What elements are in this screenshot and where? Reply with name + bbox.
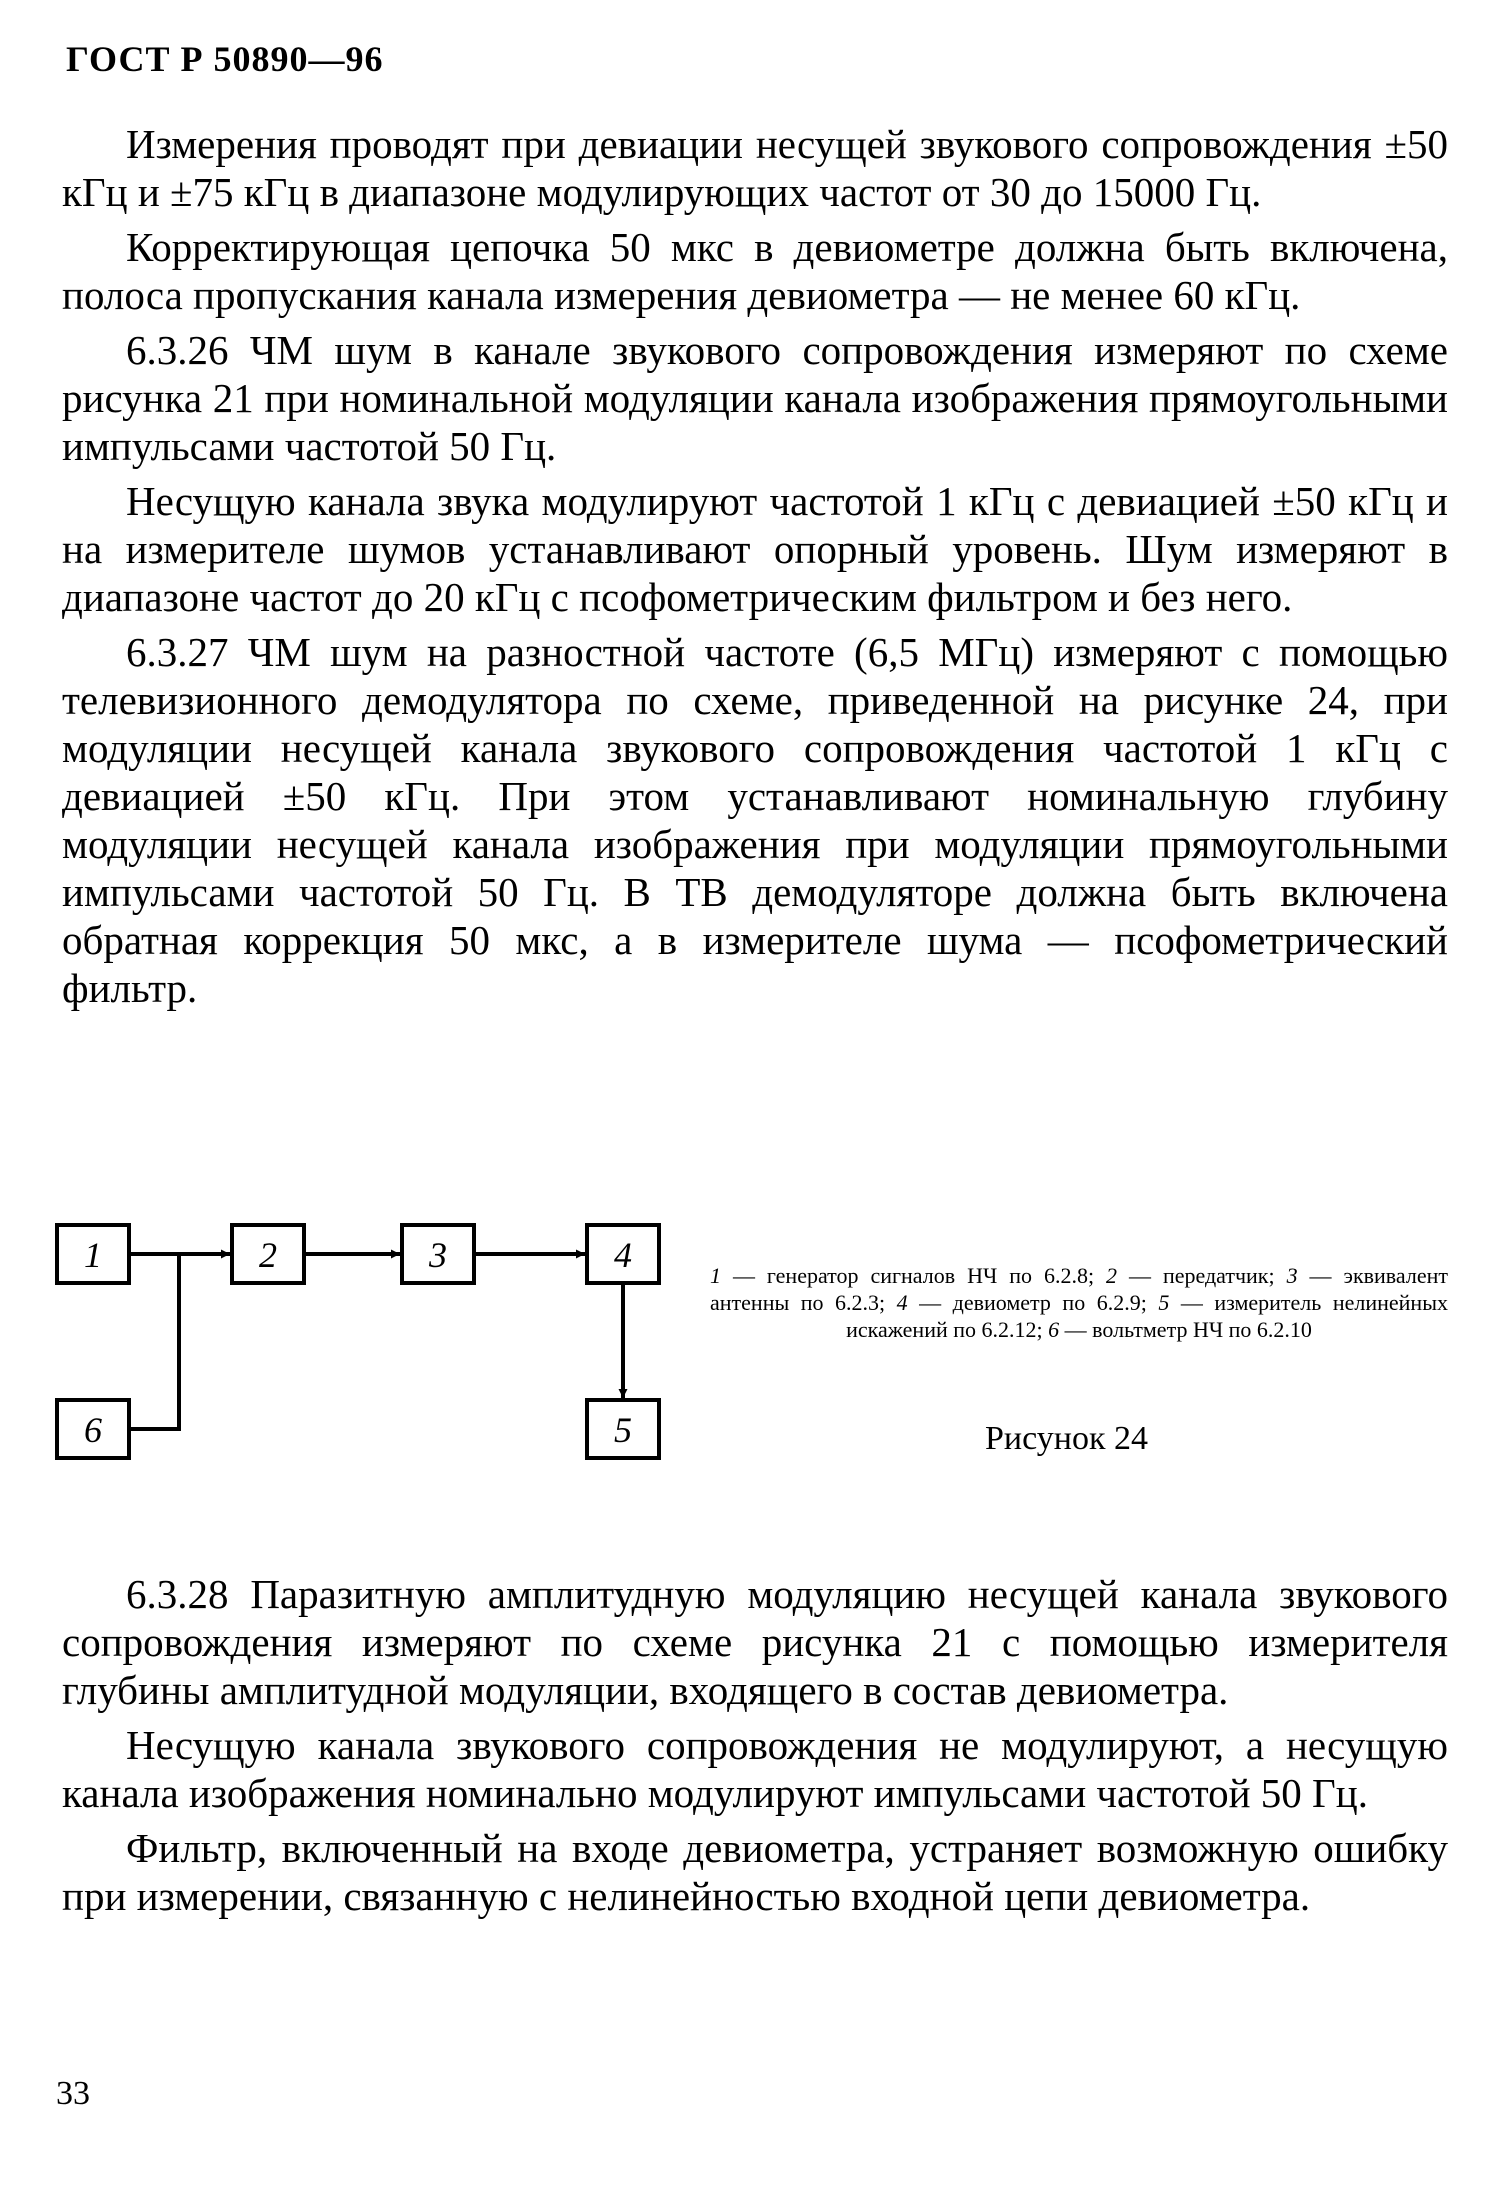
box-label: 6 xyxy=(84,1410,102,1450)
legend-text: — измеритель нелинейных искажений по 6.2.12; xyxy=(846,1290,1448,1342)
legend-number: 1 xyxy=(710,1263,721,1288)
document-header: ГОСТ Р 50890—96 xyxy=(66,39,384,79)
box-label: 4 xyxy=(614,1235,632,1275)
box-label: 1 xyxy=(84,1235,102,1275)
diagram-box-6 xyxy=(57,1400,129,1458)
legend-text: — девиометр по 6.2.9; xyxy=(907,1290,1159,1315)
legend-number: 4 xyxy=(896,1290,908,1315)
paragraph: 6.3.28 Паразитную амплитудную модуляцию несущей канала звукового сопровождения измеряют по схеме рисунка 21 с помощью измерителя глубины амплитудной модуляции, входящего в состав девиометра. xyxy=(62,1571,1448,1713)
connector-6-to-line xyxy=(129,1254,179,1429)
paragraph: Корректирующая цепочка 50 мкс в девиометре должна быть включена, полоса пропускания канала измерения девиометра — не менее 60 кГц. xyxy=(62,224,1448,318)
legend-text: — эквивалент антенны по 6.2.3; xyxy=(710,1263,1448,1315)
diagram-box-1 xyxy=(57,1225,129,1283)
paragraph: Фильтр, включенный на входе девиометра, устраняет возможную ошибку при измерении, связанную с нелинейностью входной цепи девиометра. xyxy=(62,1825,1448,1919)
legend-number: 6 xyxy=(1048,1317,1060,1342)
block-diagram xyxy=(55,1223,675,1483)
diagram-box-5 xyxy=(587,1400,659,1458)
legend-number: 2 xyxy=(1106,1263,1118,1288)
paragraph: 6.3.27 ЧМ шум на разностной частоте (6,5 МГц) измеряют с помощью телевизионного демодулятора по схеме, приведенной на рисунке 24, при модуляции несущей канала звукового сопровождения частотой 1 кГц с девиацией ±50 кГц. При этом устанавливают номинальную глубину модуляции несущей канала изображения при модуляции прямоугольными импульсами частотой 50 Гц. В ТВ демодуляторе должна быть включена обратная коррекция 50 мкс, а в измерителе шума — псофометрический фильтр. xyxy=(62,629,1448,1011)
legend-text: — генератор сигналов НЧ по 6.2.8; xyxy=(721,1263,1107,1288)
legend-text: — передатчик; xyxy=(1117,1263,1287,1288)
box-label: 3 xyxy=(429,1235,447,1275)
diagram-box-3 xyxy=(402,1225,474,1283)
paragraph: 6.3.26 ЧМ шум в канале звукового сопровождения измеряют по схеме рисунка 21 при номинальной модуляции канала изображения прямоугольными импульсами частотой 50 Гц. xyxy=(62,327,1448,469)
legend-number: 5 xyxy=(1158,1290,1170,1315)
box-label: 5 xyxy=(614,1410,632,1450)
figure-caption: Рисунок 24 xyxy=(985,1420,1148,1457)
text-block-top xyxy=(62,120,1448,1012)
page-number: 33 xyxy=(56,2075,90,2112)
paragraph: Несущую канала звука модулируют частотой 1 кГц с девиацией ±50 кГц и на измерителе шумов устанавливают опорный уровень. Шум измеряют в диапазоне частот до 20 кГц с псофометрическим фильтром и без него. xyxy=(62,478,1448,620)
diagram-box-2 xyxy=(232,1225,304,1283)
paragraph: Несущую канала звукового сопровождения не модулируют, а несущую канала изображения номинально модулируют импульсами частотой 50 Гц. xyxy=(62,1722,1448,1816)
legend-number: 3 xyxy=(1286,1263,1298,1288)
diagram-box-4 xyxy=(587,1225,659,1283)
figure-legend xyxy=(710,1262,1448,1343)
text-block-bottom xyxy=(62,1570,1448,1920)
box-label: 2 xyxy=(259,1235,277,1275)
legend-text: — вольтметр НЧ по 6.2.10 xyxy=(1059,1317,1312,1342)
paragraph: Измерения проводят при девиации несущей звукового сопровождения ±50 кГц и ±75 кГц в диапазоне модулирующих частот от 30 до 15000 Гц. xyxy=(62,121,1448,215)
